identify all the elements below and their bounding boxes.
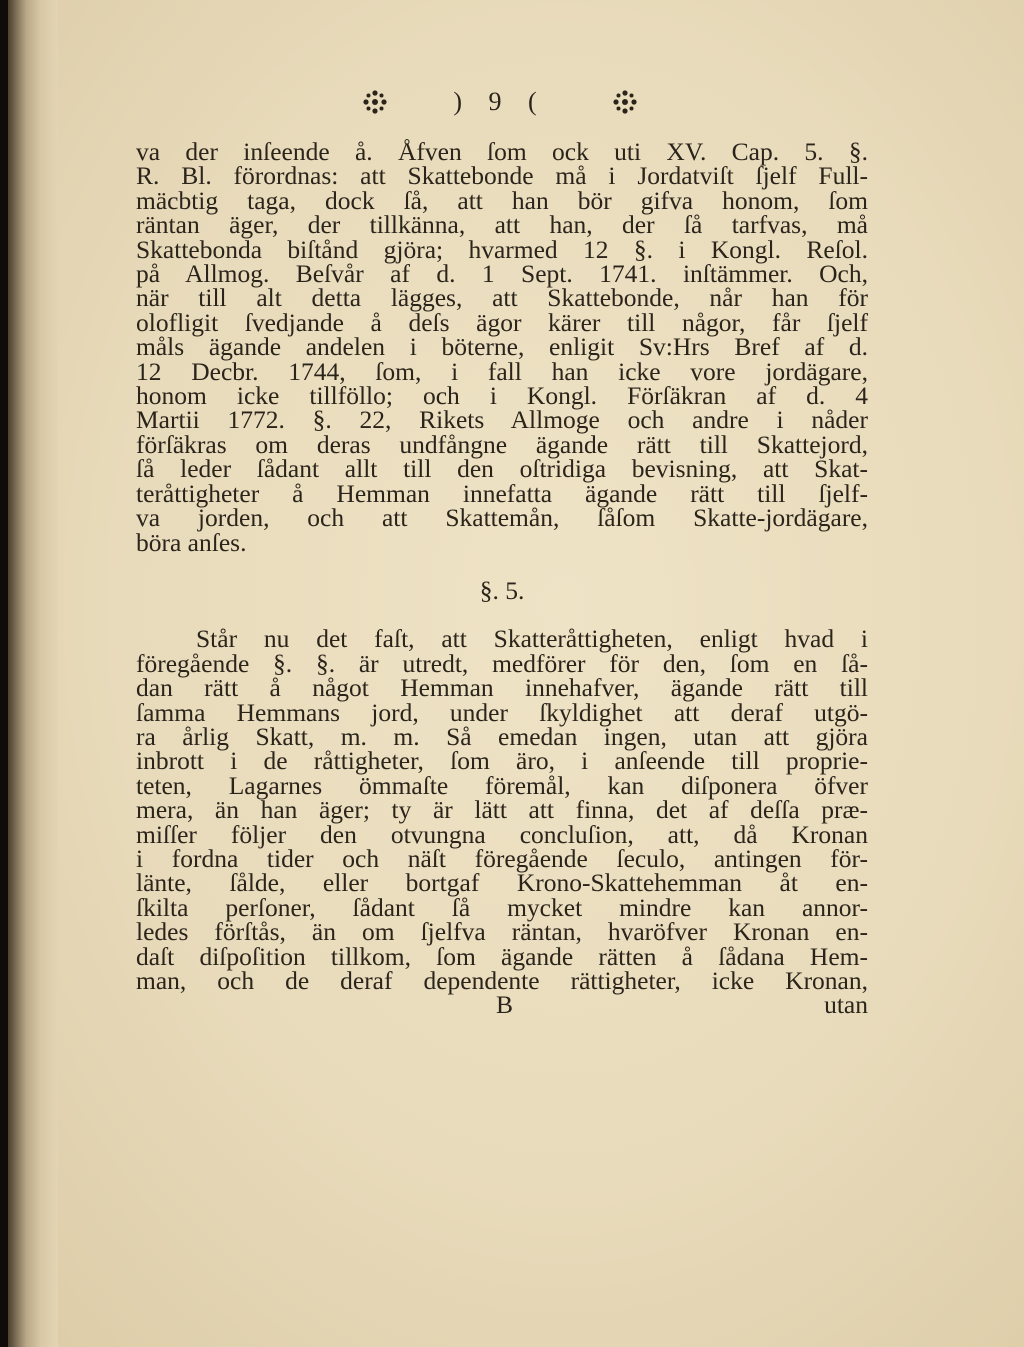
text-line: Martii 1772. §. 22, Rikets Allmoge och andre i nåder bbox=[136, 405, 868, 435]
text-line: va der inſeende å. Åfven ſom ock uti XV. Cap. 5. §. bbox=[136, 137, 868, 166]
text-line: Står nu det faſt, att Skatteråttigheten, enligt hvad i bbox=[196, 624, 868, 654]
body-text bbox=[136, 137, 868, 1020]
text-line: måls ägande andelen i böterne, enligit Sv:Hrs Bref af d. bbox=[136, 332, 868, 362]
text-line: räntan äger, der tillkänna, att han, der ſå tarfvas, må bbox=[136, 210, 868, 240]
text-line: va jorden, och att Skattemån, ſåſom Skatte-jordägare, bbox=[136, 503, 868, 533]
text-line: Skattebonda biſtånd gjöra; hvarmed 12 §. i Kongl. Reſol. bbox=[136, 234, 868, 264]
catchword: utan bbox=[824, 990, 868, 1020]
text-line: när till alt detta lägges, att Skattebonde, når han för bbox=[136, 283, 868, 313]
text-line: i fordna tider och näſt föregående ſeculo, antingen för- bbox=[136, 843, 868, 873]
text-line: ſkilta perſoner, ſådant ſå mycket mindre kan annor- bbox=[136, 892, 868, 922]
text-line: R. Bl. förordnas: att Skattebonde må i Jordatviſt ſjelf Full- bbox=[136, 161, 868, 191]
text-line: ſamma Hemmans jord, under ſkyldighet att deraf utgö- bbox=[136, 697, 868, 727]
text-line: på Allmog. Beſvår af d. 1 Sept. 1741. inſtämmer. Och, bbox=[136, 259, 868, 289]
fleuron-ornament-icon bbox=[360, 87, 390, 117]
signature-mark: B bbox=[496, 990, 514, 1020]
text-line: förſäkras om deras undfångne ägande rätt till Skattejord, bbox=[136, 429, 868, 459]
text-line: föregående §. §. är utredt, medförer för den, ſom en ſå- bbox=[136, 648, 868, 678]
text-line: teten, Lagarnes ömmaſte föremål, kan diſponera öfver bbox=[136, 770, 868, 800]
text-line: ra årlig Skatt, m. m. Så emedan ingen, utan att gjöra bbox=[136, 721, 868, 751]
catchline bbox=[136, 990, 868, 1020]
text-line: teråttigheter å Hemman innefatta ägande rätt till ſjelf- bbox=[136, 478, 868, 508]
text-line: mäcbtig taga, dock ſå, att han bör gifva honom, ſom bbox=[136, 185, 868, 215]
page-header bbox=[360, 82, 640, 122]
text-line: mera, än han äger; ty är lätt att finna, det af deſſa præ- bbox=[136, 795, 868, 825]
fleuron-ornament-icon bbox=[610, 87, 640, 117]
text-line: ledes förſtås, än om ſjelfva räntan, hvaröfver Kronan en- bbox=[136, 917, 868, 947]
text-line: olofligit ſvedjande å deſs ägor kärer till någor, får ſjelf bbox=[136, 307, 868, 337]
text-line: dan rätt å något Hemman innehafver, ägande rätt till bbox=[136, 673, 868, 703]
text-line: honom icke tillföllo; och i Kongl. Förſäkran af d. 4 bbox=[136, 381, 868, 411]
paragraph-1 bbox=[136, 137, 868, 557]
book-gutter-edge bbox=[0, 0, 8, 1347]
text-line: inbrott i de råttigheter, ſom äro, i anſeende till proprie- bbox=[136, 746, 868, 776]
section-heading: §. 5. bbox=[479, 575, 525, 605]
text-line: länte, ſålde, eller bortgaf Krono-Skattehemman åt en- bbox=[136, 868, 868, 898]
text-line: man, och de deraf dependente rättigheter, icke Kronan, bbox=[136, 966, 868, 995]
text-line: 12 Decbr. 1744, ſom, i fall han icke vore jordägare, bbox=[136, 356, 868, 386]
page-number: ) 9 ( bbox=[453, 87, 547, 116]
text-line: ſå leder ſådant allt till den oſtridiga bevisning, att Skat- bbox=[136, 454, 868, 484]
text-line: böra anſes. bbox=[136, 527, 247, 557]
book-spine-shadow bbox=[0, 0, 58, 1347]
text-line: daſt diſpoſition tillkom, ſom ägande rätten å ſådana Hem- bbox=[136, 941, 868, 971]
paragraph-2 bbox=[136, 624, 868, 995]
text-line: miſſer följer den otvungna concluſion, att, då Kronan bbox=[136, 819, 868, 849]
